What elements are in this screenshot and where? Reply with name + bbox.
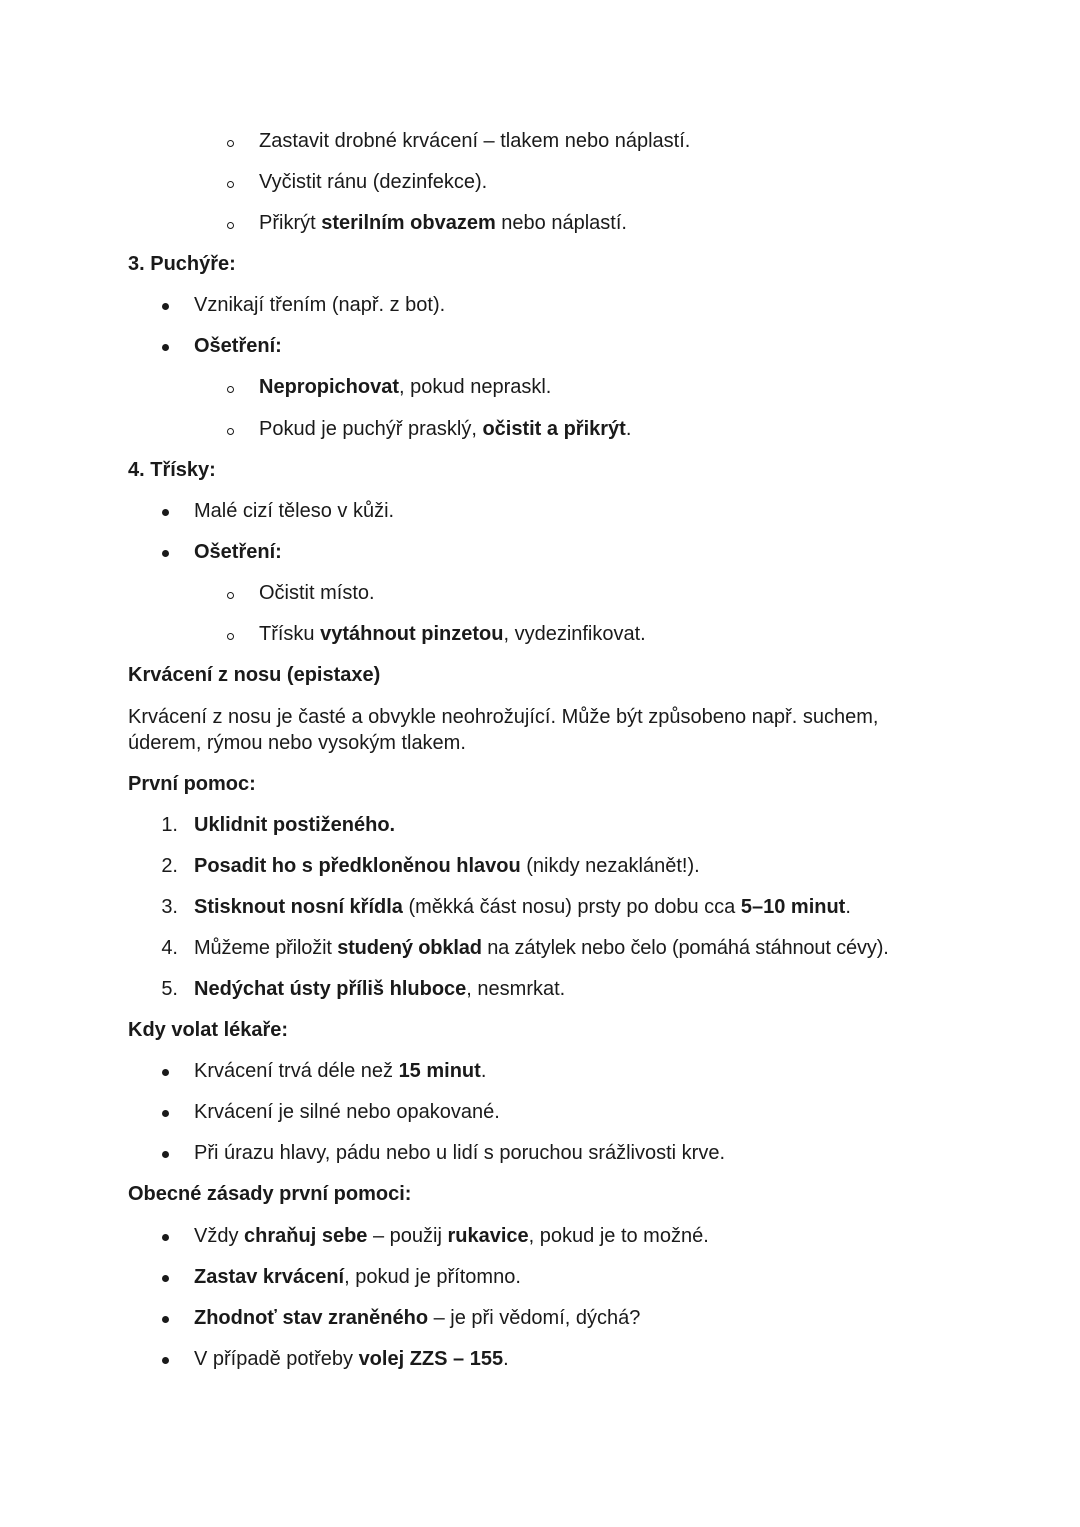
numbered-item: Můžeme přiložit studený obklad na zátylek nebo čelo (pomáhá stáhnout cévy).	[194, 937, 889, 959]
numbered-item: Uklidnit postiženého.	[194, 814, 396, 836]
numbered-item: Stisknout nosní křídla (měkká část nosu) prsty po dobu cca 5–10 minut.	[194, 896, 851, 918]
list-item: Zastav krvácení, pokud je přítomno.	[194, 1266, 521, 1288]
list-number: 1.	[161, 814, 178, 836]
list-item: Ošetření:	[194, 541, 282, 563]
bullet-icon	[162, 344, 169, 351]
list-number: 2.	[161, 855, 178, 877]
section-heading: 4. Třísky:	[128, 459, 216, 481]
paragraph-line: úderem, rýmou nebo vysokým tlakem.	[128, 732, 466, 754]
numbered-item: Nedýchat ústy příliš hluboce, nesmrkat.	[194, 978, 566, 1000]
bullet-icon	[162, 1357, 169, 1364]
bullet-icon	[162, 1234, 169, 1241]
bullet-icon	[162, 509, 169, 516]
bullet-icon	[162, 1316, 169, 1323]
list-item: V případě potřeby volej ZZS – 155.	[194, 1348, 509, 1370]
paragraph-line: Krvácení z nosu je časté a obvykle neohrožující. Může být způsobeno např. suchem,	[128, 706, 879, 728]
list-item: Pokud je puchýř prasklý, očistit a přikrýt.	[259, 418, 632, 440]
list-item: Očistit místo.	[259, 582, 375, 604]
list-number: 4.	[161, 937, 178, 959]
list-number: 5.	[161, 978, 178, 1000]
sub-bullet-icon	[227, 386, 234, 393]
bullet-icon	[162, 1151, 169, 1158]
list-item: Krvácení trvá déle než 15 minut.	[194, 1060, 487, 1082]
sub-bullet-icon	[227, 428, 234, 435]
list-item: Malé cizí těleso v kůži.	[194, 500, 395, 522]
list-number: 3.	[161, 896, 178, 918]
sub-bullet-icon	[227, 633, 234, 640]
list-item: Zhodnoť stav zraněného – je při vědomí, dýchá?	[194, 1307, 641, 1329]
bullet-icon	[162, 1069, 169, 1076]
list-item: Přikrýt sterilním obvazem nebo náplastí.	[259, 212, 627, 234]
list-item: Vždy chraňuj sebe – použij rukavice, pokud je to možné.	[194, 1225, 709, 1247]
numbered-item: Posadit ho s předkloněnou hlavou (nikdy nezaklánět!).	[194, 855, 700, 877]
section-heading: Obecné zásady první pomoci:	[128, 1183, 412, 1205]
bullet-icon	[162, 1275, 169, 1282]
list-item: Zastavit drobné krvácení – tlakem nebo náplastí.	[259, 130, 691, 152]
sub-bullet-icon	[227, 222, 234, 229]
section-heading: 3. Puchýře:	[128, 253, 236, 275]
sub-heading: Kdy volat lékaře:	[128, 1019, 289, 1041]
sub-heading: První pomoc:	[128, 773, 256, 795]
sub-bullet-icon	[227, 592, 234, 599]
bullet-icon	[162, 1110, 169, 1117]
list-item: Při úrazu hlavy, pádu nebo u lidí s poruchou srážlivosti krve.	[194, 1142, 726, 1164]
list-item: Ošetření:	[194, 335, 282, 357]
list-item: Třísku vytáhnout pinzetou, vydezinfikovat.	[259, 623, 646, 645]
list-item: Nepropichovat, pokud nepraskl.	[259, 376, 552, 398]
section-heading: Krvácení z nosu (epistaxe)	[128, 664, 381, 686]
sub-bullet-icon	[227, 181, 234, 188]
list-item: Vyčistit ránu (dezinfekce).	[259, 171, 488, 193]
list-item: Krvácení je silné nebo opakované.	[194, 1101, 500, 1123]
bullet-icon	[162, 303, 169, 310]
bullet-icon	[162, 550, 169, 557]
sub-bullet-icon	[227, 140, 234, 147]
list-item: Vznikají třením (např. z bot).	[194, 294, 446, 316]
